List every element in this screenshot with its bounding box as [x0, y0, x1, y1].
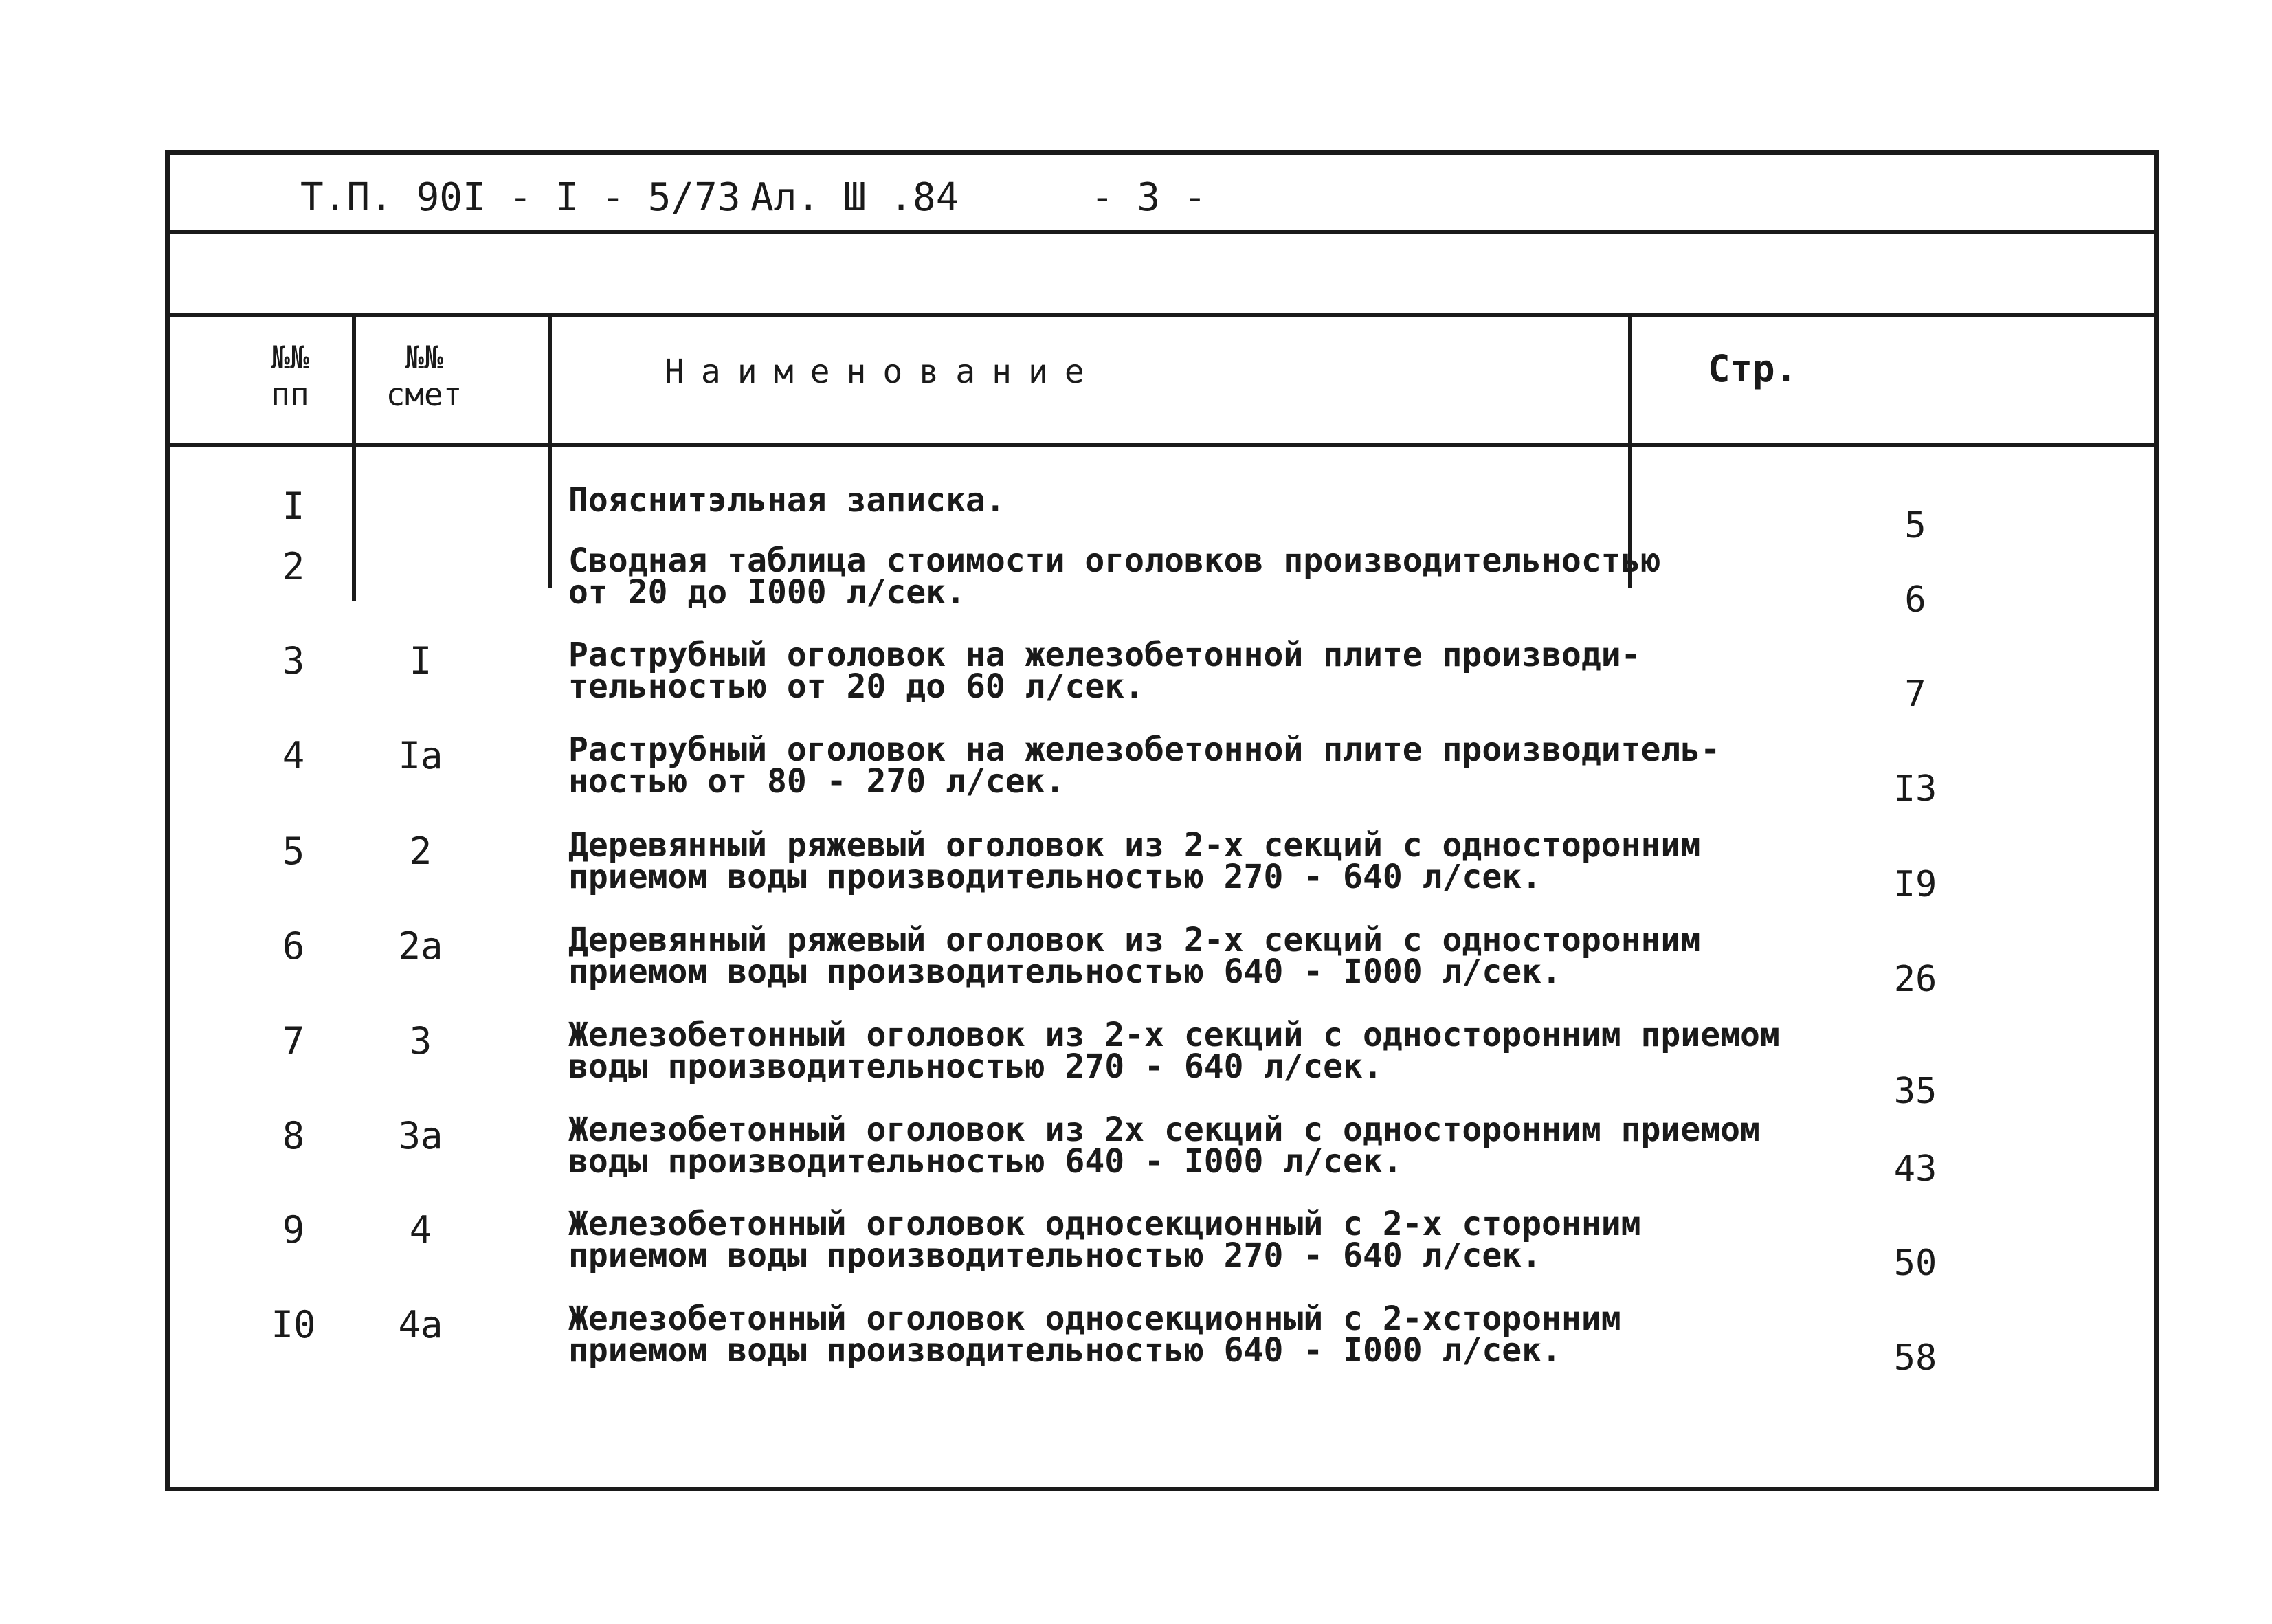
row-name	[568, 636, 1929, 706]
col-head-estimate-line1: №№	[405, 339, 443, 376]
row-name	[568, 1111, 1929, 1181]
col-head-num	[238, 339, 342, 413]
row-name	[568, 542, 1929, 612]
row-name	[568, 1300, 1929, 1370]
row-name	[568, 1205, 1929, 1275]
row-name-line: Деревянный ряжевый оголовок из 2-х секций с односторонним	[568, 826, 1701, 865]
table-row	[170, 1300, 2154, 1399]
row-page: 6	[1904, 579, 1926, 621]
table-top-border	[170, 313, 2154, 317]
row-estimate-number: 2	[409, 830, 432, 873]
row-number: 2	[282, 545, 305, 588]
header-bottom-border	[170, 443, 2154, 447]
row-page: 35	[1893, 1071, 1937, 1112]
row-name-line: воды производительностью 640 - I000 л/сек.	[568, 1142, 1403, 1181]
row-number: 4	[282, 734, 305, 777]
row-number: 3	[282, 639, 305, 682]
document-frame	[165, 150, 2159, 1491]
row-name	[568, 826, 1929, 896]
row-name-line: Раструбный оголовок на железобетонной плите производи-	[568, 636, 1641, 674]
row-name	[568, 731, 1929, 801]
table-row	[170, 1016, 2154, 1115]
table-row	[170, 542, 2154, 641]
row-estimate-number: 2а	[398, 924, 443, 968]
row-name-line: приемом воды производительностью 640 - I000 л/сек.	[568, 1331, 1561, 1370]
row-number: 5	[282, 830, 305, 873]
table-row	[170, 636, 2154, 735]
row-name-line: приемом воды производительностью 270 - 640 л/сек.	[568, 1236, 1542, 1275]
row-number: 6	[282, 924, 305, 968]
row-page: I3	[1893, 768, 1937, 810]
row-number: I	[282, 485, 305, 528]
col-head-num-line2: пп	[271, 376, 309, 413]
row-page: I9	[1893, 864, 1937, 905]
row-name-line: от 20 до I000 л/сек.	[568, 573, 966, 612]
row-estimate-number: 3	[409, 1019, 432, 1063]
table-row	[170, 1111, 2154, 1210]
row-name	[568, 481, 1929, 520]
row-name-line: ностью от 80 - 270 л/сек.	[568, 762, 1065, 801]
table-row	[170, 731, 2154, 830]
row-name-line: тельностью от 20 до 60 л/сек.	[568, 667, 1145, 706]
row-name-line: Железобетонный оголовок из 2-х секций с односторонним приемом	[568, 1016, 1780, 1054]
header-divider	[170, 230, 2154, 234]
row-number: 7	[282, 1019, 305, 1063]
row-number: 8	[282, 1114, 305, 1157]
row-name-line: Железобетонный оголовок односекционный с 2-х сторонним	[568, 1205, 1641, 1243]
row-page: 43	[1893, 1148, 1937, 1190]
row-name	[568, 1016, 1929, 1086]
row-name-line: приемом воды производительностью 640 - I000 л/сек.	[568, 953, 1561, 991]
row-page: 5	[1904, 505, 1926, 546]
row-name-line: Сводная таблица стоимости оголовков производительностью	[568, 542, 1661, 580]
row-name-line: Пояснитэльная записка.	[568, 481, 1005, 520]
row-estimate-number: 4а	[398, 1303, 443, 1346]
page-marker: - 3 -	[1091, 175, 1207, 220]
row-page: 26	[1893, 959, 1937, 1000]
table-row	[170, 921, 2154, 1021]
row-name-line: Железобетонный оголовок из 2х секций с односторонним приемом	[568, 1111, 1760, 1149]
row-number: 9	[282, 1208, 305, 1252]
row-number: I0	[271, 1303, 316, 1346]
table-row	[170, 826, 2154, 926]
row-name-line: воды производительностью 270 - 640 л/сек.	[568, 1047, 1383, 1086]
col-head-estimate-line2: смет	[386, 376, 463, 413]
row-page: 58	[1893, 1337, 1937, 1379]
col-head-estimate	[362, 339, 486, 413]
row-name-line: приемом воды производительностью 270 - 640 л/сек.	[568, 858, 1542, 896]
row-name-line: Раструбный оголовок на железобетонной плите производитель-	[568, 731, 1721, 769]
album-number: Ал. Ш .84	[750, 175, 959, 220]
col-head-name: Наименование	[665, 353, 1101, 391]
doc-code: Т.П. 90I - I - 5/73	[300, 175, 741, 220]
row-page: 50	[1893, 1243, 1937, 1284]
row-name-line: Железобетонный оголовок односекционный с 2-хсторонним	[568, 1300, 1621, 1338]
col-head-page: Стр.	[1708, 347, 1798, 390]
row-estimate-number: I	[409, 639, 432, 682]
col-head-num-line1: №№	[271, 339, 309, 376]
row-estimate-number: Iа	[398, 734, 443, 777]
row-name-line: Деревянный ряжевый оголовок из 2-х секций с односторонним	[568, 921, 1701, 959]
row-estimate-number: 4	[409, 1208, 432, 1252]
row-name	[568, 921, 1929, 991]
row-estimate-number: 3а	[398, 1114, 443, 1157]
table-row	[170, 1205, 2154, 1304]
row-page: 7	[1904, 674, 1926, 715]
